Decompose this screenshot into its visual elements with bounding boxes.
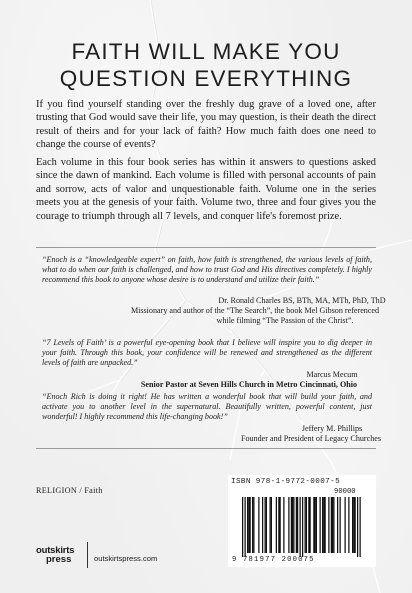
barcode-bar	[331, 497, 332, 553]
endorsement-role-2: Senior Pastor at Seven Hills Church in Metro Cincinnati, Ohio	[140, 380, 358, 389]
title-line-2: QUESTION EVERYTHING	[59, 66, 353, 91]
publisher-logo	[36, 546, 74, 564]
barcode-bar	[325, 497, 326, 553]
back-cover-title	[0, 38, 412, 92]
barcode-bar	[357, 497, 358, 557]
book-category: RELIGION / Faith	[36, 486, 103, 495]
isbn-barcode-block	[228, 475, 376, 567]
barcode-bar	[297, 497, 298, 553]
barcode-bar	[322, 497, 323, 553]
barcode-bar	[353, 497, 354, 553]
synopsis-paragraph-2: Each volume in this four book series has within it answers to questions asked since the dawn of mankind. Each volume is filled with personal accounts of pain and sorrow, acts of valor and unquestionable faith. Volume one in the series meets you at the genesis of your faith. Volume two, three and four gives you the courage to triumph through all 7 levels, and conquer life's foremost prize.	[36, 157, 376, 222]
barcode-bar	[310, 497, 311, 553]
barcode-bar	[250, 497, 251, 553]
barcode-bar	[242, 497, 243, 557]
barcode-bar	[291, 497, 292, 553]
barcode-bar	[333, 497, 334, 553]
barcode-bar	[306, 497, 307, 553]
barcode-bar	[271, 497, 272, 553]
endorsement-role-1a: Missionary and author of the “The Search”, the book Mel Gibson referenced	[130, 306, 380, 315]
title-line-1: FAITH WILL MAKE YOU	[71, 39, 341, 64]
barcode-bar	[265, 497, 266, 553]
publisher-divider	[87, 542, 88, 568]
barcode-bar	[262, 497, 263, 553]
barcode-bar	[283, 497, 284, 553]
barcode-bar	[337, 497, 338, 553]
divider-rule-top	[36, 247, 376, 248]
barcode-bar	[252, 497, 253, 553]
endorsement-name-1: Dr. Ronald Charles BS, BTh, MA, MTh, PhD, ThD	[218, 296, 386, 305]
barcode-bar	[302, 497, 303, 557]
barcode-bar	[355, 497, 356, 553]
barcode-bar	[296, 497, 297, 553]
endorsement-quote-3: “Enoch Rich is doing it right! He has written a wonderful book that will build your faith, and activate you to another level in the supernatural. Beautifully written, powerful content, just wonderful! I highly recommend this life-changing book!”	[42, 392, 372, 422]
endorsement-name-2: Marcus Mecum	[306, 370, 358, 379]
barcode-bar	[328, 497, 329, 553]
barcode-bar	[270, 497, 271, 553]
barcode-bar	[266, 497, 267, 553]
barcode-number: 9 781977 200075	[232, 556, 315, 564]
barcode-bar	[320, 497, 321, 553]
divider-rule-bottom	[36, 448, 376, 449]
endorsement-quote-2: “7 Levels of Faith’ is a powerful eye-opening book that I believe will inspire you to dig deeper in your faith. Through this book, your confidence will be renewed and strengthened as the different levels of faith are unpacked.”	[42, 338, 372, 368]
publisher-logo-bottom: press	[46, 554, 72, 565]
barcode-bar	[253, 497, 254, 553]
barcode-bar	[352, 497, 353, 553]
barcode-bar	[308, 497, 309, 553]
ean-barcode-bars	[228, 475, 376, 567]
endorsement-quote-1: “Enoch is a “knowledgeable expert” on faith, how faith is strengthened, the various levels of faith, what to do when our faith is challenged, and how to trust God and His directives completely. I highly recommend this book to anyone whose desire is to understand and utilize their faith.”	[42, 255, 372, 285]
barcode-bar	[276, 497, 277, 553]
barcode-bar	[348, 497, 349, 553]
isbn-text: ISBN 978-1-9772-0007-5	[231, 478, 341, 486]
price-code: 90000	[334, 488, 356, 496]
barcode-bar	[323, 497, 324, 553]
synopsis-paragraph-1: If you find yourself standing over the freshly dug grave of a loved one, after trusting that God would save their life, you may question, is their death the direct result of theirs and for your lack of faith? How much faith does one need to change the course of events?	[36, 99, 376, 151]
barcode-bar	[313, 497, 314, 553]
endorsement-role-3: Founder and President of Legacy Churches	[240, 434, 382, 443]
endorsement-name-3: Jeffery M. Phillips	[301, 424, 363, 433]
endorsement-role-1b: while filming “The Passion of the Christ”.	[216, 316, 354, 325]
barcode-bar	[316, 497, 317, 553]
barcode-bar	[305, 497, 306, 553]
barcode-bar	[340, 497, 341, 553]
barcode-bar	[345, 497, 346, 553]
barcode-bar	[360, 497, 361, 557]
barcode-bar	[315, 497, 316, 553]
barcode-bar	[245, 497, 246, 557]
barcode-bar	[278, 497, 279, 553]
barcode-bar	[258, 497, 259, 553]
publisher-logo-top: outskirts	[36, 545, 75, 556]
barcode-bar	[248, 497, 249, 553]
barcode-bar	[292, 497, 293, 553]
barcode-bar	[300, 497, 301, 557]
barcode-bar	[280, 497, 281, 553]
barcode-bar	[293, 497, 294, 553]
barcode-bar	[247, 497, 248, 553]
publisher-url: outskirtspress.com	[94, 554, 158, 563]
barcode-bar	[288, 497, 289, 553]
barcode-bar	[332, 497, 333, 553]
